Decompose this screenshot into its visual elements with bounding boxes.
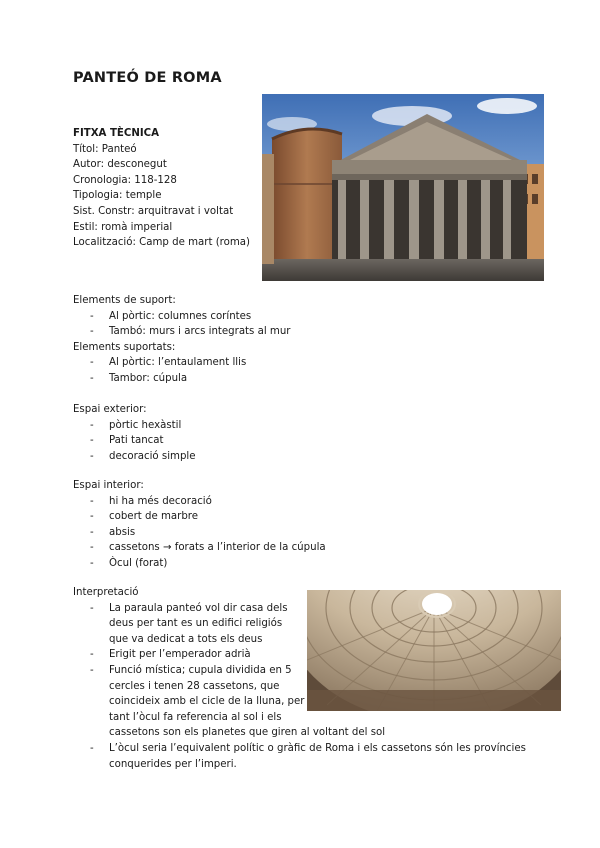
fitxa-tecnica xyxy=(73,126,250,251)
list-item: - absis xyxy=(73,525,326,541)
elements-suportats-heading: Elements suportats: xyxy=(73,341,176,353)
interpretacio-heading: Interpretació xyxy=(73,587,139,598)
list-item: - Òcul (forat) xyxy=(73,556,326,572)
list-item: - Tambor: cúpula xyxy=(73,371,290,387)
fitxa-localitzacio: Localització: Camp de mart (roma) xyxy=(73,237,251,249)
fitxa-sistema: Sist. Constr: arquitravat i voltat xyxy=(73,205,234,217)
fitxa-tipologia: Tipologia: temple xyxy=(73,190,162,202)
interp-line: que va dedicat a tots els deus xyxy=(109,633,263,645)
fitxa-autor: Autor: desconegut xyxy=(73,159,167,171)
fitxa-estil: Estil: romà imperial xyxy=(73,221,173,233)
espai-interior-section xyxy=(73,478,326,572)
list-item xyxy=(73,601,563,648)
interpretacio-section xyxy=(73,585,563,772)
interp-line: cercles i tenen 28 cassetons, que xyxy=(109,680,280,692)
fitxa-cronologia: Cronologia: 118-128 xyxy=(73,174,177,186)
espai-exterior-heading: Espai exterior: xyxy=(73,404,147,415)
fitxa-titol: Títol: Panteó xyxy=(73,143,137,155)
list-item: - pòrtic hexàstil xyxy=(73,418,196,434)
page-title: PANTEÓ DE ROMA xyxy=(73,70,222,86)
interp-line: coincideix amb el cicle de la lluna, per xyxy=(109,696,305,708)
interp-line: deus per tant es un edifici religiós xyxy=(109,618,283,630)
list-item: - hi ha més decoració xyxy=(73,494,326,510)
list-item: - cobert de marbre xyxy=(73,509,326,525)
elements-suport-section xyxy=(73,293,290,387)
list-item: - Pati tancat xyxy=(73,433,196,449)
interp-line: conquerides per l’imperi. xyxy=(109,758,237,770)
elements-suport-heading: Elements de suport: xyxy=(73,295,176,306)
interp-line: tant l’òcul fa referencia al sol i els xyxy=(109,711,282,723)
interp-line: - L’òcul seria l’equivalent polític o gràfic de Roma i els cassetons són les províncies xyxy=(109,742,526,754)
interp-line: cassetons son els planetes que giren al voltant del sol xyxy=(109,727,386,739)
list-item: - Erigit per l’emperador adrià xyxy=(73,647,563,663)
pantheon-exterior-photo xyxy=(262,94,544,281)
list-item: - Al pòrtic: columnes coríntes xyxy=(73,309,290,325)
espai-interior-heading: Espai interior: xyxy=(73,480,144,491)
list-item xyxy=(73,663,563,741)
list-item xyxy=(73,741,563,772)
interp-line: - La paraula panteó vol dir casa dels xyxy=(109,602,288,614)
list-item: - cassetons → forats a l’interior de la cúpula xyxy=(73,540,326,556)
list-item: - Tambó: murs i arcs integrats al mur xyxy=(73,324,290,340)
interp-line: - Funció mística; cupula dividida en 5 xyxy=(109,664,292,676)
espai-exterior-section xyxy=(73,402,196,464)
list-item: - Al pòrtic: l’entaulament llis xyxy=(73,355,290,371)
list-item: - decoració simple xyxy=(73,449,196,465)
fitxa-header: FITXA TÈCNICA xyxy=(73,128,160,139)
